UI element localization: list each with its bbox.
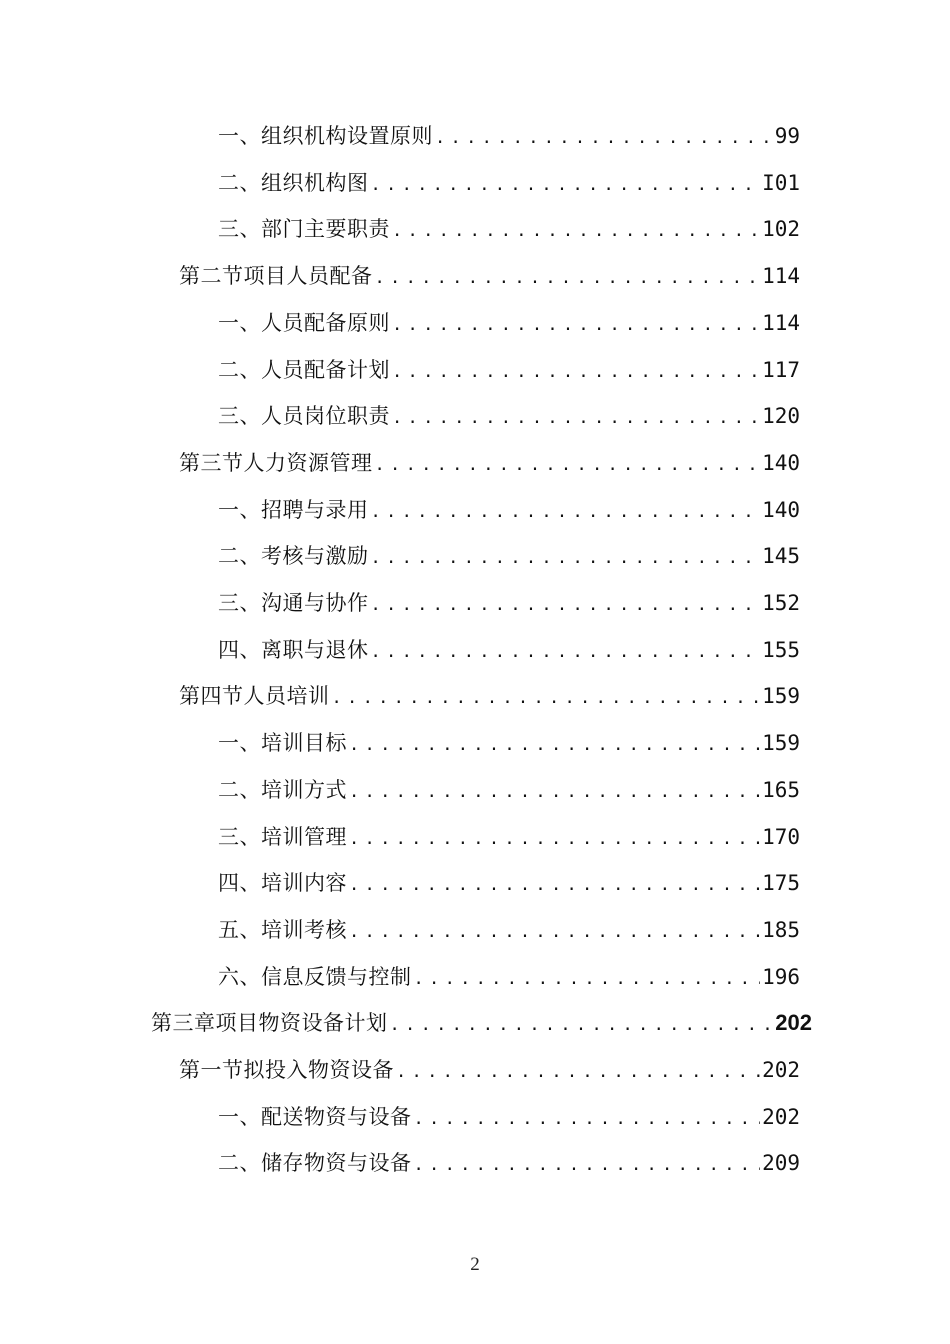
toc-dot-leader — [435, 120, 773, 156]
toc-entry-title: 三、部门主要职责 — [218, 217, 390, 241]
toc-entry-section — [218, 772, 800, 808]
toc-entry-title: 第三节人力资源管理 — [179, 451, 373, 475]
toc-entry-page-number: 114 — [762, 264, 800, 288]
toc-entry-page-number: 209 — [762, 1151, 800, 1175]
toc-dot-leader — [414, 1147, 761, 1183]
toc-entry-node — [179, 1052, 800, 1088]
toc-entry-section — [218, 819, 800, 855]
toc-entry-title: 一、培训目标 — [218, 731, 347, 755]
toc-entry-page-number: 140 — [762, 498, 800, 522]
toc-entry-page-number: 175 — [762, 871, 800, 895]
toc-dot-leader — [375, 260, 761, 296]
toc-entry-page-number: 202 — [775, 1010, 812, 1035]
toc-entry-title: 二、考核与激励 — [218, 544, 369, 568]
toc-entry-page-number: 170 — [762, 825, 800, 849]
toc-entry-section — [218, 538, 800, 574]
toc-dot-leader — [414, 961, 761, 997]
toc-dot-leader — [392, 307, 760, 343]
toc-entry-title: 二、培训方式 — [218, 778, 347, 802]
toc-entry-title: 二、人员配备计划 — [218, 358, 390, 382]
toc-entry-page-number: 159 — [762, 684, 800, 708]
toc-dot-leader — [349, 727, 760, 763]
toc-entry-title: 一、配送物资与设备 — [218, 1105, 412, 1129]
toc-entry-title: 一、人员配备原则 — [218, 311, 390, 335]
toc-dot-leader — [371, 587, 761, 623]
toc-entry-section — [218, 865, 800, 901]
toc-dot-leader — [390, 1007, 774, 1043]
toc-entry-title: 六、信息反馈与控制 — [218, 965, 412, 989]
toc-entry-section — [218, 211, 800, 247]
toc-dot-leader — [349, 774, 760, 810]
toc-entry-section — [218, 165, 800, 201]
toc-dot-leader — [371, 634, 761, 670]
toc-entry-chapter — [151, 1005, 812, 1041]
toc-entry-page-number: 196 — [762, 965, 800, 989]
toc-entry-page-number: 152 — [762, 591, 800, 615]
toc-entry-title: 二、储存物资与设备 — [218, 1151, 412, 1175]
toc-entry-section — [218, 912, 800, 948]
toc-entry-title: 五、培训考核 — [218, 918, 347, 942]
toc-entry-section — [218, 305, 800, 341]
toc-entry-title: 四、离职与退休 — [218, 638, 369, 662]
toc-dot-leader — [349, 867, 760, 903]
toc-entry-page-number: 145 — [762, 544, 800, 568]
toc-dot-leader — [392, 213, 760, 249]
toc-entry-section — [218, 1145, 800, 1181]
toc-dot-leader — [396, 1054, 760, 1090]
toc-entry-section — [218, 492, 800, 528]
toc-entry-title: 三、人员岗位职责 — [218, 404, 390, 428]
toc-entry-title: 四、培训内容 — [218, 871, 347, 895]
toc-entry-title: 二、组织机构图 — [218, 171, 369, 195]
toc-entry-node — [179, 445, 800, 481]
toc-entry-page-number: 140 — [762, 451, 800, 475]
toc-entry-section — [218, 959, 800, 995]
toc-dot-leader — [375, 447, 761, 483]
toc-entry-page-number: 155 — [762, 638, 800, 662]
toc-dot-leader — [371, 167, 761, 203]
toc-entry-page-number: 114 — [762, 311, 800, 335]
toc-entry-section — [218, 352, 800, 388]
toc-entry-page-number: 165 — [762, 778, 800, 802]
toc-dot-leader — [371, 540, 761, 576]
toc-entry-section — [218, 398, 800, 434]
toc-dot-leader — [414, 1101, 761, 1137]
toc-dot-leader — [332, 680, 761, 716]
toc-entry-node — [179, 258, 800, 294]
toc-entry-section — [218, 1099, 800, 1135]
toc-entry-page-number: 185 — [762, 918, 800, 942]
toc-dot-leader — [392, 400, 760, 436]
toc-entry-page-number: 117 — [762, 358, 800, 382]
toc-entry-section — [218, 118, 800, 154]
toc-entry-page-number: I01 — [762, 171, 800, 195]
toc-entry-node — [179, 678, 800, 714]
toc-entry-title: 三、培训管理 — [218, 825, 347, 849]
toc-entry-page-number: 99 — [774, 124, 800, 148]
toc-dot-leader — [371, 494, 761, 530]
toc-entry-title: 一、招聘与录用 — [218, 498, 369, 522]
toc-entry-page-number: 102 — [762, 217, 800, 241]
toc-entry-page-number: 120 — [762, 404, 800, 428]
page-number: 2 — [470, 1254, 480, 1275]
toc-dot-leader — [392, 354, 760, 390]
toc-entry-title: 第三章项目物资设备计划 — [151, 1011, 388, 1035]
toc-entry-title: 第二节项目人员配备 — [179, 264, 373, 288]
toc-entry-page-number: 202 — [762, 1058, 800, 1082]
toc-entry-page-number: 202 — [762, 1105, 800, 1129]
toc-entry-page-number: 159 — [762, 731, 800, 755]
toc-entry-title: 三、沟通与协作 — [218, 591, 369, 615]
toc-dot-leader — [349, 821, 760, 857]
toc-dot-leader — [349, 914, 760, 950]
toc-entry-title: 第四节人员培训 — [179, 684, 330, 708]
toc-entry-title: 第一节拟投入物资设备 — [179, 1058, 394, 1082]
toc-entry-title: 一、组织机构设置原则 — [218, 124, 433, 148]
toc-entry-section — [218, 585, 800, 621]
toc-entry-section — [218, 725, 800, 761]
toc-entry-section — [218, 632, 800, 668]
